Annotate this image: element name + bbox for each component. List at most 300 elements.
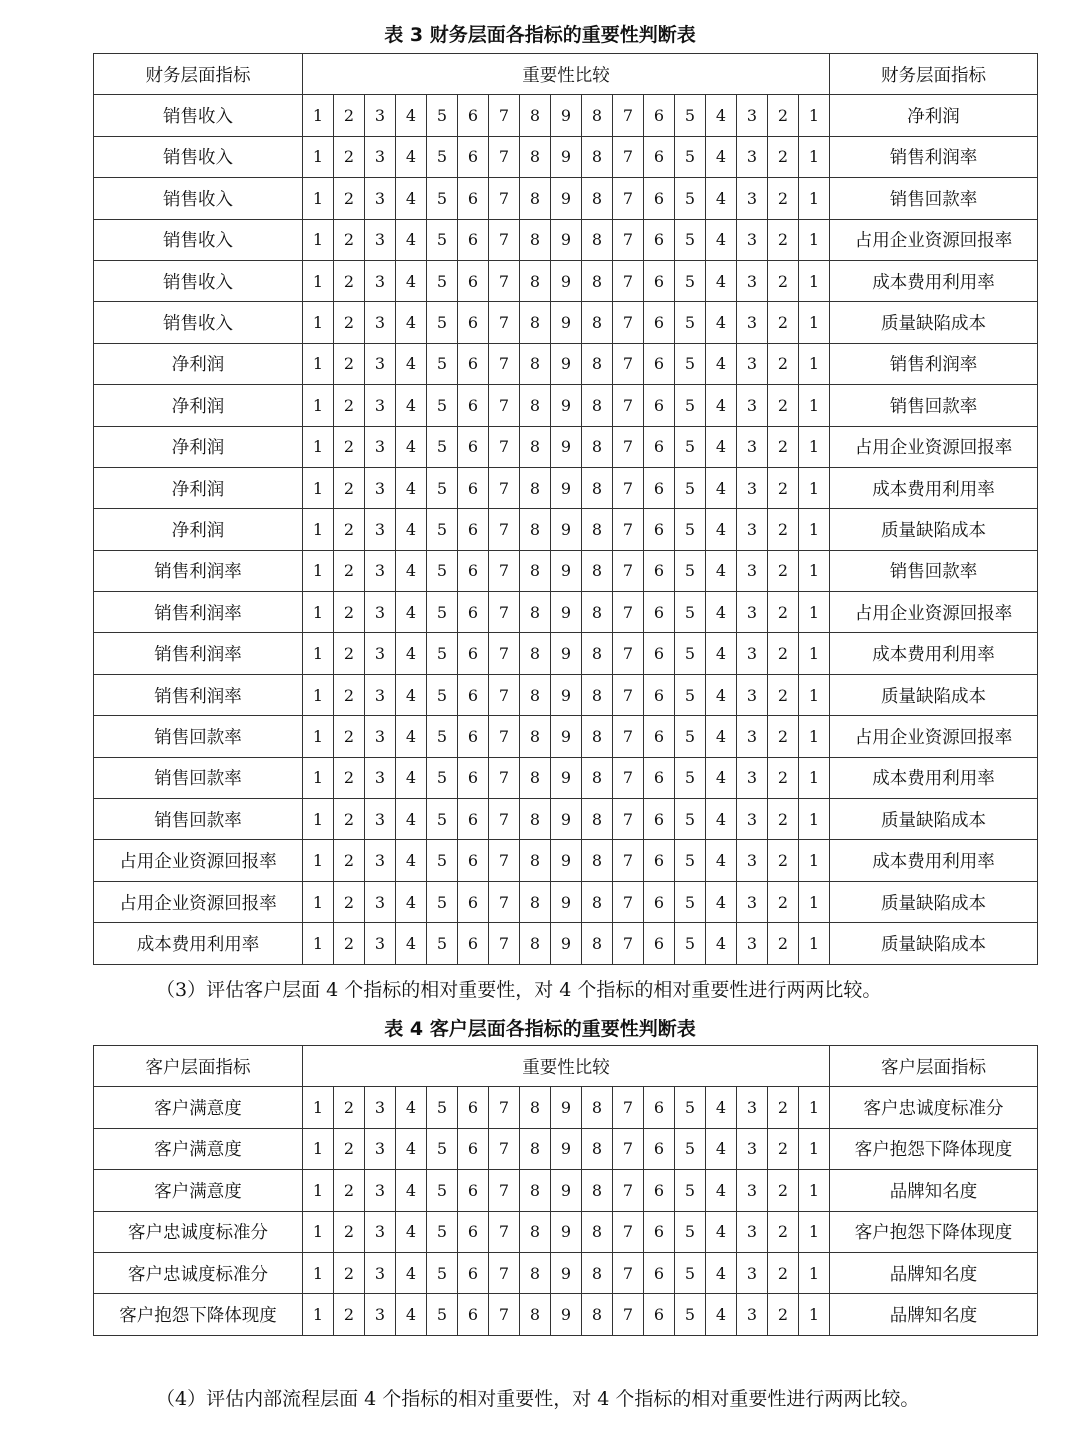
- scale-value[interactable]: 8: [582, 260, 613, 301]
- scale-value[interactable]: 2: [334, 923, 365, 964]
- scale-value[interactable]: 1: [303, 633, 334, 674]
- scale-value[interactable]: 3: [737, 467, 768, 508]
- scale-value[interactable]: 8: [520, 716, 551, 757]
- scale-value[interactable]: 3: [365, 592, 396, 633]
- scale-value[interactable]: 6: [644, 1252, 675, 1293]
- scale-value[interactable]: 2: [334, 757, 365, 798]
- scale-value[interactable]: 3: [365, 923, 396, 964]
- scale-value[interactable]: 2: [334, 178, 365, 219]
- scale-value[interactable]: 4: [396, 716, 427, 757]
- scale-value[interactable]: 2: [334, 881, 365, 922]
- scale-value[interactable]: 5: [675, 923, 706, 964]
- scale-value[interactable]: 2: [768, 136, 799, 177]
- scale-value[interactable]: 8: [582, 1211, 613, 1252]
- scale-value[interactable]: 7: [489, 426, 520, 467]
- scale-value[interactable]: 5: [675, 716, 706, 757]
- scale-value[interactable]: 5: [675, 219, 706, 260]
- scale-value[interactable]: 6: [458, 426, 489, 467]
- scale-value[interactable]: 7: [613, 343, 644, 384]
- scale-value[interactable]: 3: [365, 1294, 396, 1335]
- scale-value[interactable]: 2: [768, 550, 799, 591]
- scale-value[interactable]: 5: [427, 923, 458, 964]
- scale-value[interactable]: 2: [334, 1252, 365, 1293]
- scale-value[interactable]: 8: [520, 1170, 551, 1211]
- scale-value[interactable]: 3: [365, 178, 396, 219]
- scale-value[interactable]: 5: [427, 757, 458, 798]
- scale-value[interactable]: 4: [396, 881, 427, 922]
- scale-value[interactable]: 4: [706, 136, 737, 177]
- scale-value[interactable]: 1: [303, 840, 334, 881]
- scale-value[interactable]: 5: [675, 302, 706, 343]
- scale-value[interactable]: 4: [706, 1252, 737, 1293]
- scale-value[interactable]: 5: [675, 1170, 706, 1211]
- scale-value[interactable]: 5: [675, 467, 706, 508]
- scale-value[interactable]: 1: [799, 467, 830, 508]
- scale-value[interactable]: 7: [613, 881, 644, 922]
- scale-value[interactable]: 8: [520, 881, 551, 922]
- scale-value[interactable]: 2: [334, 674, 365, 715]
- scale-value[interactable]: 1: [303, 881, 334, 922]
- scale-value[interactable]: 6: [644, 426, 675, 467]
- scale-value[interactable]: 2: [334, 509, 365, 550]
- scale-value[interactable]: 6: [644, 1170, 675, 1211]
- scale-value[interactable]: 8: [582, 923, 613, 964]
- scale-value[interactable]: 7: [613, 674, 644, 715]
- scale-value[interactable]: 8: [520, 550, 551, 591]
- scale-value[interactable]: 1: [799, 426, 830, 467]
- scale-value[interactable]: 8: [582, 509, 613, 550]
- scale-value[interactable]: 8: [582, 219, 613, 260]
- scale-value[interactable]: 8: [520, 467, 551, 508]
- scale-value[interactable]: 7: [489, 1087, 520, 1128]
- scale-value[interactable]: 5: [427, 674, 458, 715]
- scale-value[interactable]: 8: [582, 1252, 613, 1293]
- scale-value[interactable]: 4: [706, 881, 737, 922]
- scale-value[interactable]: 6: [458, 1170, 489, 1211]
- scale-value[interactable]: 7: [489, 716, 520, 757]
- scale-value[interactable]: 1: [799, 716, 830, 757]
- scale-value[interactable]: 9: [551, 1128, 582, 1169]
- scale-value[interactable]: 4: [396, 633, 427, 674]
- scale-value[interactable]: 8: [582, 1170, 613, 1211]
- scale-value[interactable]: 5: [427, 1128, 458, 1169]
- scale-value[interactable]: 2: [768, 716, 799, 757]
- scale-value[interactable]: 7: [613, 799, 644, 840]
- scale-value[interactable]: 6: [458, 716, 489, 757]
- scale-value[interactable]: 4: [706, 260, 737, 301]
- scale-value[interactable]: 5: [675, 840, 706, 881]
- scale-value[interactable]: 3: [365, 260, 396, 301]
- scale-value[interactable]: 1: [303, 1170, 334, 1211]
- scale-value[interactable]: 7: [489, 509, 520, 550]
- scale-value[interactable]: 6: [458, 923, 489, 964]
- scale-value[interactable]: 9: [551, 426, 582, 467]
- scale-value[interactable]: 8: [520, 840, 551, 881]
- scale-value[interactable]: 5: [675, 757, 706, 798]
- scale-value[interactable]: 2: [334, 385, 365, 426]
- scale-value[interactable]: 9: [551, 923, 582, 964]
- scale-value[interactable]: 3: [737, 1170, 768, 1211]
- scale-value[interactable]: 2: [334, 550, 365, 591]
- scale-value[interactable]: 6: [458, 1087, 489, 1128]
- scale-value[interactable]: 6: [644, 799, 675, 840]
- scale-value[interactable]: 5: [675, 509, 706, 550]
- scale-value[interactable]: 1: [799, 881, 830, 922]
- scale-value[interactable]: 6: [458, 799, 489, 840]
- scale-value[interactable]: 6: [458, 1252, 489, 1293]
- scale-value[interactable]: 2: [768, 1252, 799, 1293]
- scale-value[interactable]: 4: [396, 1252, 427, 1293]
- scale-value[interactable]: 7: [613, 136, 644, 177]
- scale-value[interactable]: 4: [706, 633, 737, 674]
- scale-value[interactable]: 9: [551, 1252, 582, 1293]
- scale-value[interactable]: 2: [334, 260, 365, 301]
- scale-value[interactable]: 6: [644, 923, 675, 964]
- scale-value[interactable]: 9: [551, 633, 582, 674]
- scale-value[interactable]: 5: [675, 343, 706, 384]
- scale-value[interactable]: 8: [582, 1128, 613, 1169]
- scale-value[interactable]: 3: [737, 1087, 768, 1128]
- scale-value[interactable]: 8: [520, 136, 551, 177]
- scale-value[interactable]: 8: [582, 550, 613, 591]
- scale-value[interactable]: 6: [458, 385, 489, 426]
- scale-value[interactable]: 2: [334, 1170, 365, 1211]
- scale-value[interactable]: 5: [427, 343, 458, 384]
- scale-value[interactable]: 2: [334, 467, 365, 508]
- scale-value[interactable]: 5: [675, 95, 706, 136]
- scale-value[interactable]: 5: [427, 1211, 458, 1252]
- scale-value[interactable]: 1: [303, 550, 334, 591]
- scale-value[interactable]: 4: [706, 385, 737, 426]
- scale-value[interactable]: 9: [551, 467, 582, 508]
- scale-value[interactable]: 4: [706, 923, 737, 964]
- scale-value[interactable]: 7: [489, 178, 520, 219]
- scale-value[interactable]: 8: [582, 178, 613, 219]
- scale-value[interactable]: 1: [799, 178, 830, 219]
- scale-value[interactable]: 8: [582, 385, 613, 426]
- scale-value[interactable]: 3: [737, 674, 768, 715]
- scale-value[interactable]: 1: [799, 1252, 830, 1293]
- scale-value[interactable]: 6: [644, 1211, 675, 1252]
- scale-value[interactable]: 9: [551, 1170, 582, 1211]
- scale-value[interactable]: 4: [706, 716, 737, 757]
- scale-value[interactable]: 4: [706, 426, 737, 467]
- scale-value[interactable]: 5: [427, 95, 458, 136]
- scale-value[interactable]: 4: [396, 302, 427, 343]
- scale-value[interactable]: 1: [799, 592, 830, 633]
- scale-value[interactable]: 7: [613, 1252, 644, 1293]
- scale-value[interactable]: 3: [365, 1211, 396, 1252]
- scale-value[interactable]: 3: [737, 136, 768, 177]
- scale-value[interactable]: 1: [303, 302, 334, 343]
- scale-value[interactable]: 6: [458, 840, 489, 881]
- scale-value[interactable]: 5: [427, 178, 458, 219]
- scale-value[interactable]: 5: [427, 219, 458, 260]
- scale-value[interactable]: 5: [427, 1087, 458, 1128]
- scale-value[interactable]: 2: [334, 1211, 365, 1252]
- scale-value[interactable]: 5: [427, 881, 458, 922]
- scale-value[interactable]: 3: [365, 95, 396, 136]
- scale-value[interactable]: 8: [520, 426, 551, 467]
- scale-value[interactable]: 1: [303, 799, 334, 840]
- scale-value[interactable]: 2: [334, 426, 365, 467]
- scale-value[interactable]: 8: [520, 923, 551, 964]
- scale-value[interactable]: 4: [396, 757, 427, 798]
- scale-value[interactable]: 1: [303, 716, 334, 757]
- scale-value[interactable]: 5: [427, 136, 458, 177]
- scale-value[interactable]: 4: [396, 840, 427, 881]
- scale-value[interactable]: 8: [582, 881, 613, 922]
- scale-value[interactable]: 3: [737, 1211, 768, 1252]
- scale-value[interactable]: 4: [706, 509, 737, 550]
- scale-value[interactable]: 2: [334, 799, 365, 840]
- scale-value[interactable]: 1: [303, 674, 334, 715]
- scale-value[interactable]: 5: [427, 1170, 458, 1211]
- scale-value[interactable]: 1: [303, 1128, 334, 1169]
- scale-value[interactable]: 5: [427, 260, 458, 301]
- scale-value[interactable]: 6: [458, 674, 489, 715]
- scale-value[interactable]: 1: [303, 1211, 334, 1252]
- scale-value[interactable]: 3: [737, 633, 768, 674]
- scale-value[interactable]: 4: [396, 550, 427, 591]
- scale-value[interactable]: 7: [613, 219, 644, 260]
- scale-value[interactable]: 9: [551, 1087, 582, 1128]
- scale-value[interactable]: 5: [675, 426, 706, 467]
- scale-value[interactable]: 2: [334, 1087, 365, 1128]
- scale-value[interactable]: 1: [799, 1294, 830, 1335]
- scale-value[interactable]: 9: [551, 1211, 582, 1252]
- scale-value[interactable]: 8: [520, 95, 551, 136]
- scale-value[interactable]: 2: [768, 592, 799, 633]
- scale-value[interactable]: 8: [520, 1294, 551, 1335]
- scale-value[interactable]: 8: [582, 716, 613, 757]
- scale-value[interactable]: 4: [706, 343, 737, 384]
- scale-value[interactable]: 8: [582, 343, 613, 384]
- scale-value[interactable]: 1: [799, 509, 830, 550]
- scale-value[interactable]: 8: [520, 592, 551, 633]
- scale-value[interactable]: 5: [675, 1294, 706, 1335]
- scale-value[interactable]: 7: [489, 674, 520, 715]
- scale-value[interactable]: 5: [427, 509, 458, 550]
- scale-value[interactable]: 5: [427, 467, 458, 508]
- scale-value[interactable]: 2: [334, 1128, 365, 1169]
- scale-value[interactable]: 9: [551, 881, 582, 922]
- scale-value[interactable]: 3: [737, 923, 768, 964]
- scale-value[interactable]: 5: [675, 385, 706, 426]
- scale-value[interactable]: 1: [303, 1294, 334, 1335]
- scale-value[interactable]: 3: [737, 881, 768, 922]
- scale-value[interactable]: 7: [613, 757, 644, 798]
- scale-value[interactable]: 6: [458, 260, 489, 301]
- scale-value[interactable]: 8: [582, 302, 613, 343]
- scale-value[interactable]: 7: [613, 95, 644, 136]
- scale-value[interactable]: 3: [365, 302, 396, 343]
- scale-value[interactable]: 6: [644, 302, 675, 343]
- scale-value[interactable]: 5: [427, 302, 458, 343]
- scale-value[interactable]: 8: [582, 633, 613, 674]
- scale-value[interactable]: 3: [365, 1128, 396, 1169]
- scale-value[interactable]: 5: [675, 1211, 706, 1252]
- scale-value[interactable]: 3: [365, 426, 396, 467]
- scale-value[interactable]: 4: [396, 467, 427, 508]
- scale-value[interactable]: 6: [644, 1294, 675, 1335]
- scale-value[interactable]: 1: [303, 509, 334, 550]
- scale-value[interactable]: 7: [489, 1252, 520, 1293]
- scale-value[interactable]: 1: [799, 136, 830, 177]
- scale-value[interactable]: 6: [458, 1211, 489, 1252]
- scale-value[interactable]: 2: [768, 302, 799, 343]
- scale-value[interactable]: 5: [427, 385, 458, 426]
- scale-value[interactable]: 3: [365, 1170, 396, 1211]
- scale-value[interactable]: 3: [737, 95, 768, 136]
- scale-value[interactable]: 1: [799, 757, 830, 798]
- scale-value[interactable]: 4: [706, 799, 737, 840]
- scale-value[interactable]: 7: [489, 592, 520, 633]
- scale-value[interactable]: 7: [613, 716, 644, 757]
- scale-value[interactable]: 2: [768, 426, 799, 467]
- scale-value[interactable]: 4: [706, 1294, 737, 1335]
- scale-value[interactable]: 8: [582, 136, 613, 177]
- scale-value[interactable]: 9: [551, 260, 582, 301]
- scale-value[interactable]: 2: [768, 799, 799, 840]
- scale-value[interactable]: 6: [458, 136, 489, 177]
- scale-value[interactable]: 6: [644, 219, 675, 260]
- scale-value[interactable]: 7: [489, 260, 520, 301]
- scale-value[interactable]: 5: [427, 716, 458, 757]
- scale-value[interactable]: 2: [768, 1128, 799, 1169]
- scale-value[interactable]: 3: [737, 1294, 768, 1335]
- scale-value[interactable]: 3: [737, 1252, 768, 1293]
- scale-value[interactable]: 7: [613, 302, 644, 343]
- scale-value[interactable]: 8: [582, 674, 613, 715]
- scale-value[interactable]: 2: [334, 592, 365, 633]
- scale-value[interactable]: 5: [427, 592, 458, 633]
- scale-value[interactable]: 7: [489, 302, 520, 343]
- scale-value[interactable]: 3: [737, 1128, 768, 1169]
- scale-value[interactable]: 8: [520, 260, 551, 301]
- scale-value[interactable]: 6: [644, 178, 675, 219]
- scale-value[interactable]: 8: [582, 426, 613, 467]
- scale-value[interactable]: 4: [706, 1128, 737, 1169]
- scale-value[interactable]: 8: [582, 467, 613, 508]
- scale-value[interactable]: 7: [613, 509, 644, 550]
- scale-value[interactable]: 5: [675, 633, 706, 674]
- scale-value[interactable]: 2: [768, 467, 799, 508]
- scale-value[interactable]: 1: [303, 178, 334, 219]
- scale-value[interactable]: 6: [458, 757, 489, 798]
- scale-value[interactable]: 7: [613, 426, 644, 467]
- scale-value[interactable]: 4: [396, 426, 427, 467]
- scale-value[interactable]: 4: [706, 467, 737, 508]
- scale-value[interactable]: 4: [396, 260, 427, 301]
- scale-value[interactable]: 6: [458, 467, 489, 508]
- scale-value[interactable]: 4: [396, 1087, 427, 1128]
- scale-value[interactable]: 3: [365, 1252, 396, 1293]
- scale-value[interactable]: 1: [303, 1252, 334, 1293]
- scale-value[interactable]: 1: [799, 1087, 830, 1128]
- scale-value[interactable]: 6: [644, 592, 675, 633]
- scale-value[interactable]: 1: [303, 136, 334, 177]
- scale-value[interactable]: 4: [706, 178, 737, 219]
- scale-value[interactable]: 6: [644, 550, 675, 591]
- scale-value[interactable]: 4: [396, 1170, 427, 1211]
- scale-value[interactable]: 9: [551, 385, 582, 426]
- scale-value[interactable]: 7: [613, 1294, 644, 1335]
- scale-value[interactable]: 1: [303, 923, 334, 964]
- scale-value[interactable]: 4: [396, 1294, 427, 1335]
- scale-value[interactable]: 7: [489, 550, 520, 591]
- scale-value[interactable]: 5: [675, 674, 706, 715]
- scale-value[interactable]: 6: [644, 95, 675, 136]
- scale-value[interactable]: 7: [489, 1170, 520, 1211]
- scale-value[interactable]: 5: [427, 633, 458, 674]
- scale-value[interactable]: 7: [489, 633, 520, 674]
- scale-value[interactable]: 5: [427, 840, 458, 881]
- scale-value[interactable]: 6: [644, 757, 675, 798]
- scale-value[interactable]: 3: [737, 219, 768, 260]
- scale-value[interactable]: 6: [644, 509, 675, 550]
- scale-value[interactable]: 9: [551, 136, 582, 177]
- scale-value[interactable]: 1: [799, 95, 830, 136]
- scale-value[interactable]: 2: [768, 1294, 799, 1335]
- scale-value[interactable]: 8: [520, 1128, 551, 1169]
- scale-value[interactable]: 6: [458, 1128, 489, 1169]
- scale-value[interactable]: 5: [675, 592, 706, 633]
- scale-value[interactable]: 8: [582, 592, 613, 633]
- scale-value[interactable]: 6: [458, 592, 489, 633]
- scale-value[interactable]: 1: [799, 840, 830, 881]
- scale-value[interactable]: 6: [458, 509, 489, 550]
- scale-value[interactable]: 6: [644, 674, 675, 715]
- scale-value[interactable]: 5: [427, 550, 458, 591]
- scale-value[interactable]: 4: [396, 1211, 427, 1252]
- scale-value[interactable]: 7: [489, 1128, 520, 1169]
- scale-value[interactable]: 4: [396, 509, 427, 550]
- scale-value[interactable]: 9: [551, 219, 582, 260]
- scale-value[interactable]: 3: [737, 840, 768, 881]
- scale-value[interactable]: 2: [334, 1294, 365, 1335]
- scale-value[interactable]: 4: [706, 1170, 737, 1211]
- scale-value[interactable]: 1: [303, 343, 334, 384]
- scale-value[interactable]: 7: [489, 136, 520, 177]
- scale-value[interactable]: 7: [613, 385, 644, 426]
- scale-value[interactable]: 5: [675, 881, 706, 922]
- scale-value[interactable]: 2: [334, 343, 365, 384]
- scale-value[interactable]: 1: [303, 219, 334, 260]
- scale-value[interactable]: 5: [675, 178, 706, 219]
- scale-value[interactable]: 7: [613, 840, 644, 881]
- scale-value[interactable]: 7: [613, 1211, 644, 1252]
- scale-value[interactable]: 6: [644, 385, 675, 426]
- scale-value[interactable]: 8: [520, 302, 551, 343]
- scale-value[interactable]: 2: [768, 509, 799, 550]
- scale-value[interactable]: 3: [365, 136, 396, 177]
- scale-value[interactable]: 6: [644, 716, 675, 757]
- scale-value[interactable]: 1: [799, 633, 830, 674]
- scale-value[interactable]: 5: [675, 1087, 706, 1128]
- scale-value[interactable]: 2: [768, 385, 799, 426]
- scale-value[interactable]: 6: [458, 881, 489, 922]
- scale-value[interactable]: 4: [706, 302, 737, 343]
- scale-value[interactable]: 8: [520, 1252, 551, 1293]
- scale-value[interactable]: 8: [520, 674, 551, 715]
- scale-value[interactable]: 6: [644, 881, 675, 922]
- scale-value[interactable]: 7: [489, 757, 520, 798]
- scale-value[interactable]: 4: [706, 95, 737, 136]
- scale-value[interactable]: 4: [706, 757, 737, 798]
- scale-value[interactable]: 5: [675, 260, 706, 301]
- scale-value[interactable]: 8: [520, 1087, 551, 1128]
